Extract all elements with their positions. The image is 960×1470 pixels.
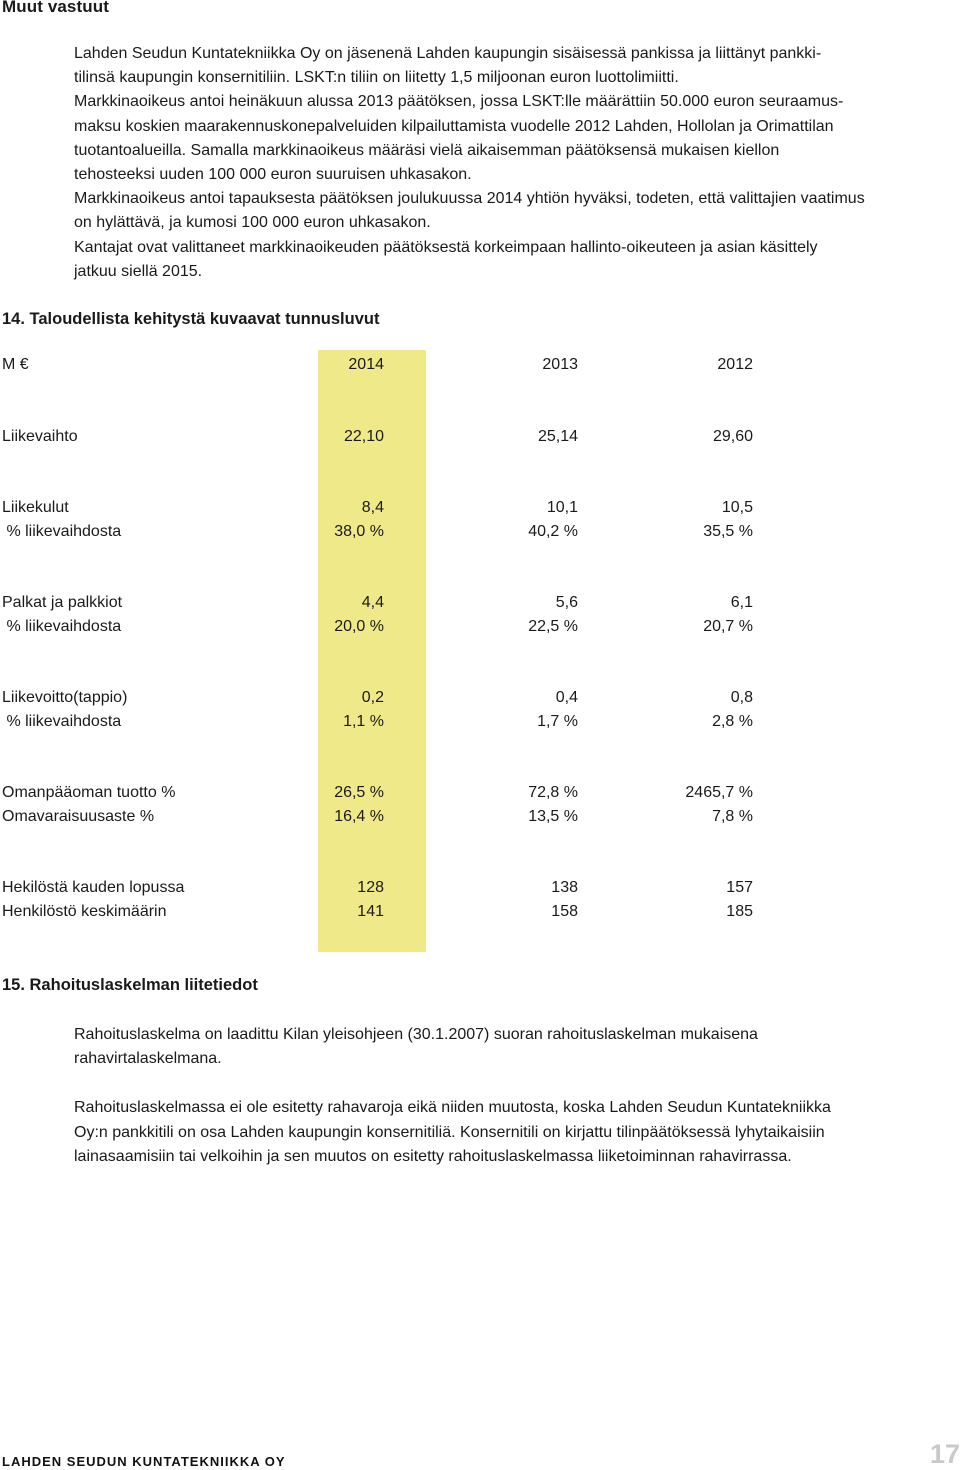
cell-2013: 5,6 xyxy=(555,594,578,611)
cell-2012: 0,8 xyxy=(730,689,753,706)
intro-line: Kantajat ovat valittaneet markkinaoikeuden päätöksestä korkeimpaan hallinto-oikeuteen ja asian käsittely xyxy=(74,238,818,256)
table-row xyxy=(0,618,960,642)
cell-2012: 2012 xyxy=(717,356,753,373)
cell-2013: 138 xyxy=(551,879,578,896)
table-heading: 14. Taloudellista kehitystä kuvaavat tunnusluvut xyxy=(2,310,380,328)
row-label: % liikevaihdosta xyxy=(2,618,122,635)
cell-2014: 38,0 % xyxy=(334,523,384,540)
row-label: Palkat ja palkkiot xyxy=(2,594,123,611)
cell-2013: 158 xyxy=(551,903,578,920)
intro-line: jatkuu siellä 2015. xyxy=(74,262,203,280)
table-row xyxy=(0,879,960,903)
table-row xyxy=(0,784,960,808)
row-label: Henkilöstö keskimäärin xyxy=(2,903,167,920)
table-row xyxy=(0,808,960,832)
intro-paragraph xyxy=(74,42,944,284)
footer-company-name: LAHDEN SEUDUN KUNTATEKNIIKKA OY xyxy=(2,1454,286,1469)
table-row xyxy=(0,428,960,452)
cell-2013: 25,14 xyxy=(537,428,578,445)
funding-paragraph xyxy=(74,1023,944,1071)
cell-2013: 13,5 % xyxy=(528,808,578,825)
row-label: Omavaraisuusaste % xyxy=(2,808,155,825)
intro-line: Markkinaoikeus antoi tapauksesta päätöksen joulukuussa 2014 yhtiön hyväksi, todeten, että valittajien vaatimus xyxy=(74,190,865,208)
row-label: Hekilöstä kauden lopussa xyxy=(2,879,185,896)
intro-line: maksu koskien maarakennuskonepalveluiden kilpailuttamista vuodelle 2012 Lahden, Hollolan ja Orimattilan xyxy=(74,117,834,135)
row-label: Omanpääoman tuotto % xyxy=(2,784,176,801)
cell-2013: 40,2 % xyxy=(528,523,578,540)
cell-2012: 2,8 % xyxy=(712,713,753,730)
table-header-row xyxy=(0,356,960,380)
cell-2012: 157 xyxy=(726,879,753,896)
cell-2014: 26,5 % xyxy=(334,784,384,801)
table-row xyxy=(0,903,960,927)
cell-2012: 2465,7 % xyxy=(685,784,753,801)
cell-2014: 141 xyxy=(357,903,384,920)
page-number: 17 xyxy=(929,1439,960,1469)
cell-2013: 0,4 xyxy=(555,689,578,706)
intro-line: Lahden Seudun Kuntatekniikka Oy on jäsenenä Lahden kaupungin sisäisessä pankissa ja liittänyt pankki- xyxy=(74,45,822,62)
cell-2012: 6,1 xyxy=(730,594,753,611)
row-label: Liikekulut xyxy=(2,499,69,516)
cell-2012: 35,5 % xyxy=(703,523,753,540)
intro-line: Markkinaoikeus antoi heinäkuun alussa 2013 päätöksen, jossa LSKT:lle määrättiin 50.000 euron seuraamus- xyxy=(74,93,844,111)
cell-2013: 1,7 % xyxy=(537,713,578,730)
intro-line: on hylättävä, ja kumosi 100 000 euron uhkasakon. xyxy=(74,214,431,232)
cell-2014: 20,0 % xyxy=(334,618,384,635)
funding-line: rahavirtalaskelmana. xyxy=(74,1050,222,1068)
cell-2014: 128 xyxy=(357,879,384,896)
funding-heading: 15. Rahoituslaskelman liitetiedot xyxy=(2,976,258,994)
cell-2014: 0,2 xyxy=(361,689,384,706)
cell-2013: 2013 xyxy=(542,356,578,373)
funding-paragraph xyxy=(74,1096,944,1169)
cell-2014: 8,4 xyxy=(361,499,384,516)
cell-2012: 10,5 xyxy=(721,499,753,516)
cell-2012: 20,7 % xyxy=(703,618,753,635)
cell-2014: 22,10 xyxy=(343,428,384,445)
cell-2014: 2014 xyxy=(348,356,384,373)
cell-2012: 185 xyxy=(726,903,753,920)
row-label: % liikevaihdosta xyxy=(2,523,122,540)
table-row xyxy=(0,594,960,618)
row-label: Liikevoitto(tappio) xyxy=(2,689,128,706)
section-title: Muut vastuut xyxy=(2,0,109,16)
cell-2012: 29,60 xyxy=(712,428,753,445)
cell-2014: 16,4 % xyxy=(334,808,384,825)
table-row xyxy=(0,523,960,547)
intro-line: tilinsä kaupungin konsernitiliin. LSKT:n tiliin on liitetty 1,5 miljoonan euron luottolimiitti. xyxy=(74,69,679,87)
cell-2013: 10,1 xyxy=(546,499,578,516)
table-row xyxy=(0,689,960,713)
table-row xyxy=(0,713,960,737)
intro-line: tuotantoalueilla. Samalla markkinaoikeus määräsi vielä aikaisemman päätöksensä mukaisen kiellon xyxy=(74,141,780,159)
cell-2013: 72,8 % xyxy=(528,784,578,801)
funding-line: Oy:n pankkitili on osa Lahden kaupungin konsernitiliä. Konsernitili on kirjattu tilinpäätöksessä lyhytaikaisiin xyxy=(74,1123,825,1141)
cell-2014: 4,4 xyxy=(361,594,384,611)
cell-2013: 22,5 % xyxy=(528,618,578,635)
funding-line: lainasaamisiin tai velkoihin ja sen muutos on esitetty rahoituslaskelmassa liiketoiminnan rahavirrassa. xyxy=(74,1147,792,1165)
intro-line: tehosteeksi uuden 100 000 euron suuruisen uhkasakon. xyxy=(74,166,472,184)
funding-text xyxy=(74,1023,944,1169)
table-row xyxy=(0,499,960,523)
cell-2014: 1,1 % xyxy=(343,713,384,730)
cell-2012: 7,8 % xyxy=(712,808,753,825)
intro-text xyxy=(74,42,944,284)
funding-line: Rahoituslaskelma on laadittu Kilan yleisohjeen (30.1.2007) suoran rahoituslaskelman mukaisena xyxy=(74,1026,758,1043)
row-label: Liikevaihto xyxy=(2,428,78,445)
row-label: % liikevaihdosta xyxy=(2,713,122,730)
row-label: M € xyxy=(2,356,29,373)
funding-line: Rahoituslaskelmassa ei ole esitetty rahavaroja eikä niiden muutosta, koska Lahden Seudun Kuntatekniikka xyxy=(74,1099,831,1117)
